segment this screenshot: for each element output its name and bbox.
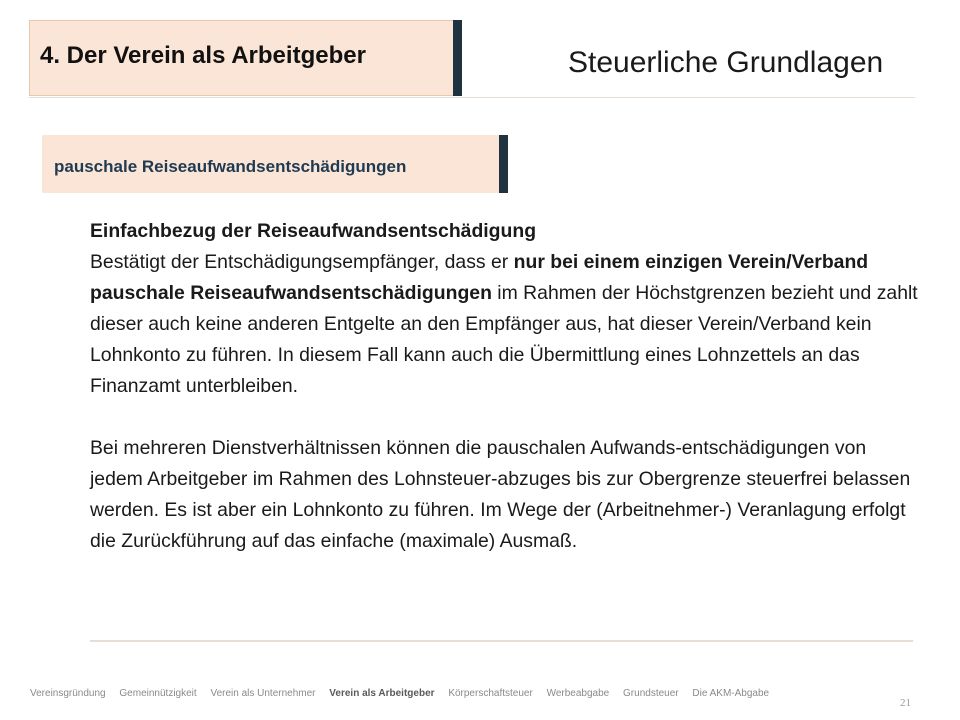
footer-nav-verein-als-arbeitgeber[interactable]: Verein als Arbeitgeber (329, 688, 435, 699)
footer-nav-akm-abgabe[interactable]: Die AKM-Abgabe (692, 688, 770, 699)
body-heading: Einfachbezug der Reiseaufwandsentschädigung (90, 220, 537, 242)
paragraph-text: im Rahmen der Höchstgrenzen bezieht und zahlt dieser auch keine anderen Entgelte an den Empfänger aus, hat dieser Verein/Verband kein Lohnkonto zu führen. In diesem Fall kann auch die Übermittlung eines Lohnzettels an das Finanzamt unterbleiben. (90, 282, 918, 397)
footer-nav-werbeabgabe[interactable]: Werbeabgabe (546, 688, 610, 699)
page-number: 21 (900, 697, 911, 709)
paragraph-emphasis: nur bei einem einzigen Verein/Verband pauschale Reiseaufwandsentschädigungen (90, 251, 869, 304)
page-title: Steuerliche Grundlagen (568, 46, 884, 79)
footer-navigation (30, 688, 780, 699)
paragraph-single-employment (90, 247, 920, 402)
footer-nav-vereinsgruendung[interactable]: Vereinsgründung (30, 688, 106, 699)
section-title-accent-bar (453, 20, 462, 96)
footer-nav-koerperschaftsteuer[interactable]: Körperschaftsteuer (448, 688, 533, 699)
footer-nav-verein-als-unternehmer[interactable]: Verein als Unternehmer (210, 688, 316, 699)
body-text (90, 216, 920, 557)
footer-divider (90, 640, 913, 642)
paragraph-multiple-employment: Bei mehreren Dienstverhältnissen können die pauschalen Aufwands-entschädigungen von jedem Arbeitgeber im Rahmen des Lohnsteuer-abzuges bis zur Obergrenze steuerfrei belassen werden. Es ist aber ein Lohnkonto zu führen. Im Wege der (Arbeitnehmer-) Veranlagung erfolgt die Zurückführung auf das einfache (maximale) Ausmaß. (90, 437, 911, 552)
footer-nav-gemeinnuetzigkeit[interactable]: Gemeinnützigkeit (119, 688, 197, 699)
paragraph-text: Bestätigt der Entschädigungsempfänger, dass er (90, 251, 514, 273)
subtopic-title: pauschale Reiseaufwandsentschädigungen (54, 157, 407, 176)
footer-nav-grundsteuer[interactable]: Grundsteuer (623, 688, 679, 699)
header-divider (29, 97, 915, 98)
section-title: 4. Der Verein als Arbeitgeber (40, 42, 366, 69)
subtopic-accent-bar (499, 135, 508, 193)
